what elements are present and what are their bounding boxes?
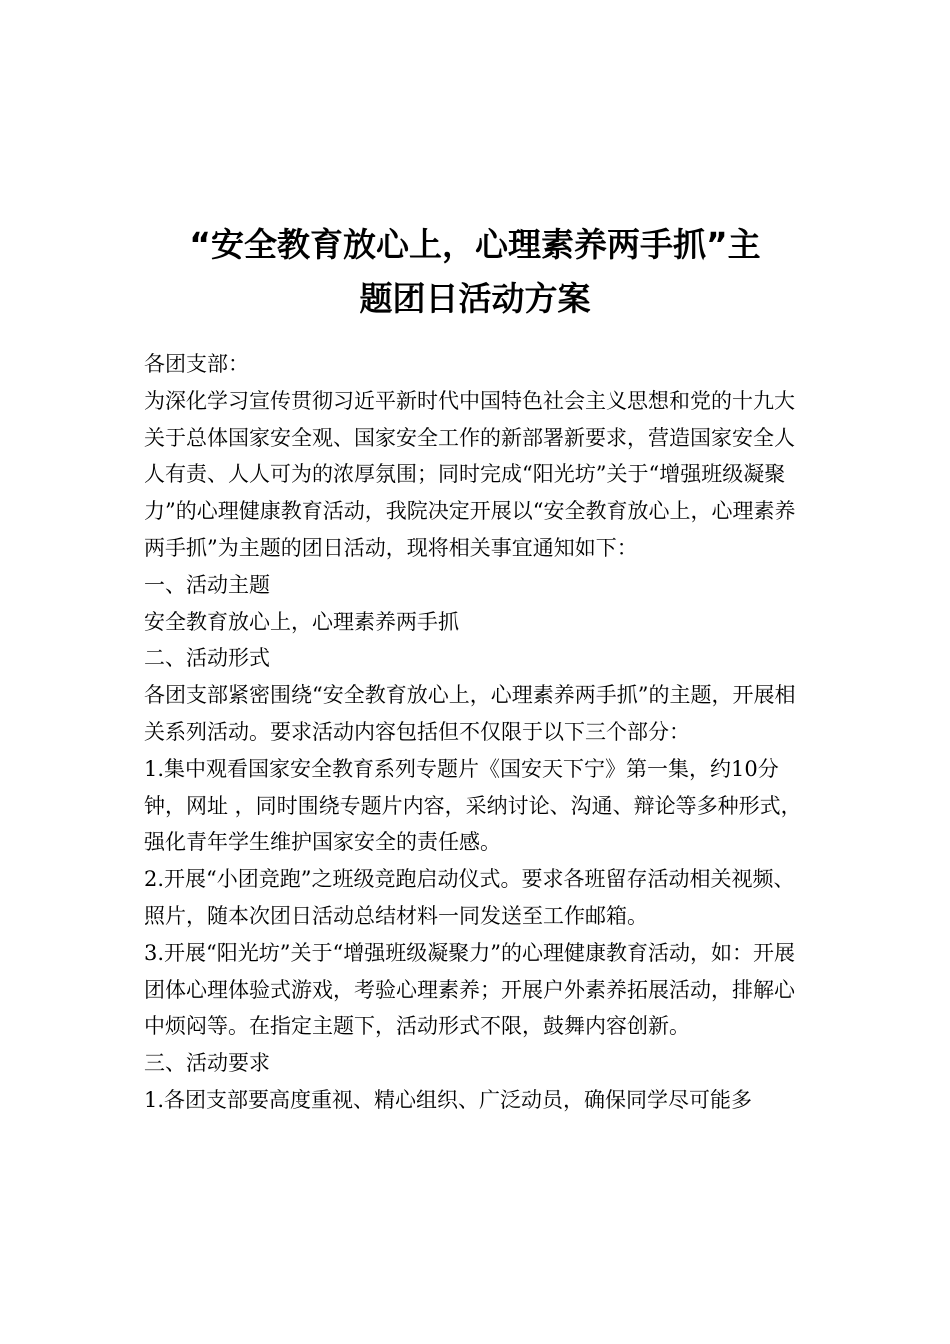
title-line-2: 题团日活动方案 xyxy=(359,279,591,318)
section-3-item-1: 1.各团支部要高度重视、精心组织、广泛动员，确保同学尽可能多 xyxy=(144,1087,753,1112)
section-2-item-1: 1.集中观看国家安全教育系列专题片《国安天下宁》第一集，约10分钟，网址 ，同时围绕专题片内容，采纳讨论、沟通、辩论等多种形式，强化青年学生维护国家安全的责任感。 xyxy=(144,756,802,855)
section-3-heading: 三、活动要求 xyxy=(144,1051,270,1076)
document-title xyxy=(142,218,808,326)
title-line-1: “安全教育放心上，心理素养两手抓”主 xyxy=(189,225,761,264)
intro-paragraph: 为深化学习宣传贯彻习近平新时代中国特色社会主义思想和党的十九大关于总体国家安全观、国家安全工作的新部署新要求，营造国家安全人人有责、人人可为的浓厚氛围；同时完成“阳光坊”关于“增强班级凝聚力”的心理健康教育活动，我院决定开展以“安全教育放心上，心理素养两手抓”为主题的团日活动，现将相关事宜通知如下： xyxy=(144,388,796,560)
section-1-heading: 一、活动主题 xyxy=(144,572,270,597)
salutation: 各团支部： xyxy=(144,352,249,376)
section-1-text: 安全教育放心上，心理素养两手抓 xyxy=(144,609,459,634)
section-2-text: 各团支部紧密围绕“安全教育放心上，心理素养两手抓”的主题，开展相关系列活动。要求活动内容包括但不仅限于以下三个部分： xyxy=(144,683,796,744)
section-2-heading: 二、活动形式 xyxy=(144,646,270,671)
document-body xyxy=(144,346,808,1119)
section-2-item-2: 2.开展“小团竞跑”之班级竞跑启动仪式。要求各班留存活动相关视频、照片，随本次团日活动总结材料一同发送至工作邮箱。 xyxy=(144,867,795,928)
section-2-item-3: 3.开展“阳光坊”关于“增强班级凝聚力”的心理健康教育活动，如：开展团体心理体验式游戏，考验心理素养；开展户外素养拓展活动，排解心中烦闷等。在指定主题下，活动形式不限，鼓舞内容创新。 xyxy=(144,940,795,1039)
